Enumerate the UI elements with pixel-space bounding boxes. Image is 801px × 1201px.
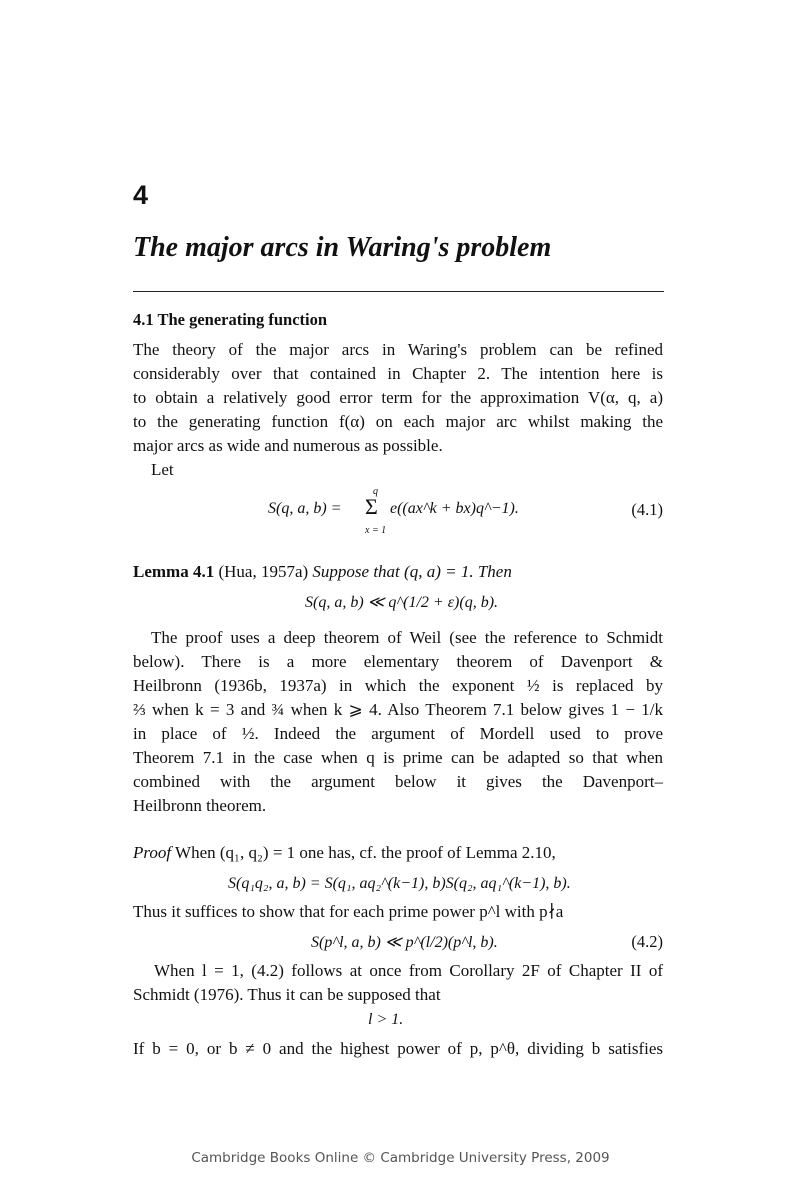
chapter-number: 4 <box>133 180 149 210</box>
proof-text: When (q₁, q₂) = 1 one has, cf. the proof of Lemma 2.10, <box>175 843 556 862</box>
sum-upper-limit: q <box>373 486 378 497</box>
eq-4-1-number: (4.1) <box>631 500 663 519</box>
eq-4-1-rhs: e((ax^k + bx)q^−1). <box>390 500 519 517</box>
sum-symbol: Σ <box>365 494 378 519</box>
section-heading: 4.1 The generating function <box>133 310 328 329</box>
discussion-line: combined with the argument below it gives the Davenport– <box>133 772 663 791</box>
lemma-statement: Suppose that (q, a) = 1. Then <box>312 562 512 581</box>
proof-line-4: Schmidt (1976). Thus it can be supposed that <box>133 985 441 1004</box>
title-rule <box>133 291 664 292</box>
lemma-line <box>133 562 512 582</box>
eq-4-2-number: (4.2) <box>631 932 663 951</box>
footer-copyright: Cambridge Books Online © Cambridge University Press, 2009 <box>191 1150 610 1166</box>
let-text: Let <box>151 460 174 479</box>
discussion-line: in place of ½. Indeed the argument of Mordell used to prove <box>133 724 663 743</box>
condition: l > 1. <box>368 1011 404 1028</box>
intro-line: considerably over that contained in Chapter 2. The intention here is <box>133 364 663 383</box>
proof-line-1 <box>133 843 556 863</box>
intro-line: to the generating function f(α) on each major arc whilst making the <box>133 412 663 431</box>
proof-formula-1: S(q₁q₂, a, b) = S(q₁, aq₂^(k−1), b)S(q₂, aq₁^(k−1), b). <box>228 875 571 892</box>
discussion-line: ⅔ when k = 3 and ¾ when k ⩾ 4. Also Theorem 7.1 below gives 1 − 1/k <box>133 700 663 719</box>
intro-line: The theory of the major arcs in Waring's problem can be refined <box>133 340 663 359</box>
discussion-line: below). There is a more elementary theorem of Davenport & <box>133 652 663 671</box>
proof-label: Proof <box>133 843 172 862</box>
lemma-citation: (Hua, 1957a) <box>218 562 309 581</box>
eq-4-1-lhs: S(q, a, b) = <box>268 500 342 517</box>
sum-lower-limit: x = 1 <box>365 525 387 536</box>
proof-line-2: Thus it suffices to show that for each prime power p^l with p∤a <box>133 902 564 921</box>
eq-4-2: S(p^l, a, b) ≪ p^(l/2)(p^l, b). <box>311 934 498 951</box>
intro-line: to obtain a relatively good error term for the approximation V(α, q, a) <box>133 388 663 407</box>
chapter-title: The major arcs in Waring's problem <box>133 232 552 263</box>
proof-line-5: If b = 0, or b ≠ 0 and the highest power of p, p^θ, dividing b satisfies <box>133 1039 663 1058</box>
lemma-label: Lemma 4.1 <box>133 562 215 581</box>
proof-line-3: When l = 1, (4.2) follows at once from Corollary 2F of Chapter II of <box>154 961 663 980</box>
discussion-line: Theorem 7.1 in the case when q is prime can be adapted so that when <box>133 748 663 767</box>
lemma-formula: S(q, a, b) ≪ q^(1/2 + ε)(q, b). <box>305 594 499 611</box>
intro-line: major arcs as wide and numerous as possible. <box>133 436 443 455</box>
discussion-line: Heilbronn theorem. <box>133 796 267 815</box>
discussion-line: The proof uses a deep theorem of Weil (see the reference to Schmidt <box>151 628 663 647</box>
discussion-line: Heilbronn (1936b, 1937a) in which the exponent ½ is replaced by <box>133 676 663 695</box>
